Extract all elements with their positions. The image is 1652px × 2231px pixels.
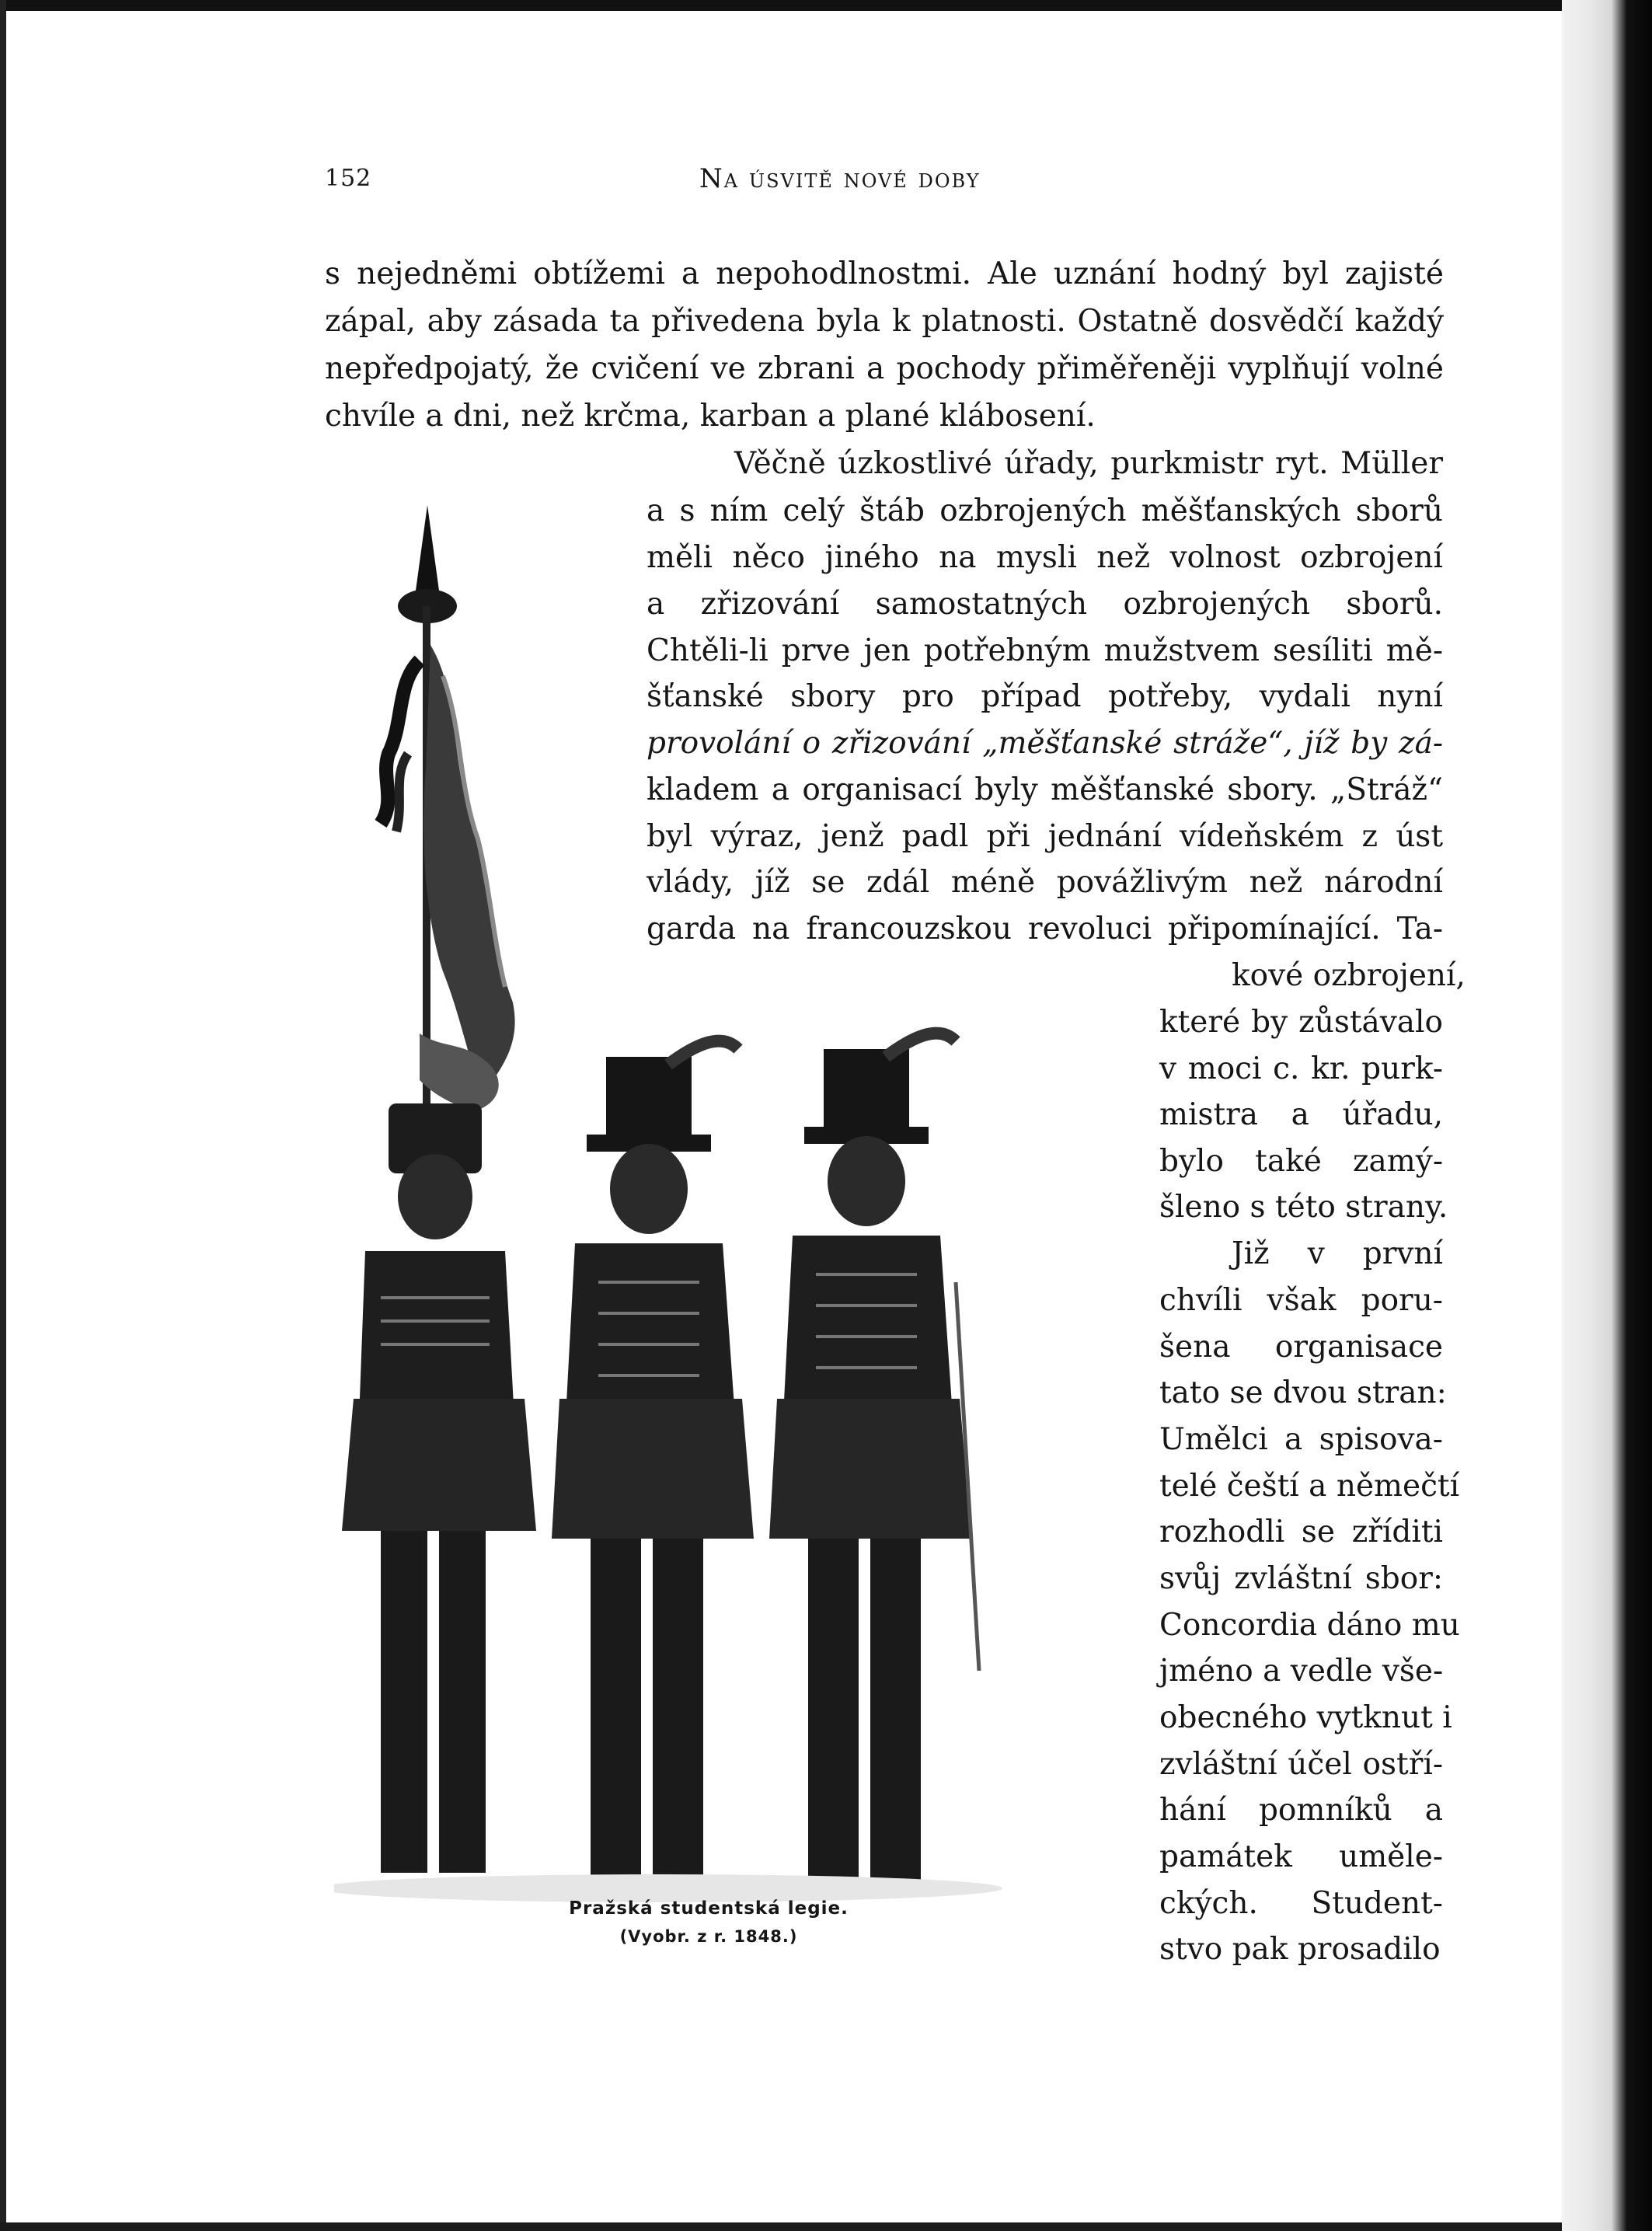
text-line: ckých. Student- <box>1159 1886 1443 1921</box>
text-line: obecného vytknut i <box>1159 1700 1452 1735</box>
figure-caption-source: (Vyobr. z r. 1848.) <box>619 1927 798 1946</box>
soldier-right <box>769 1034 979 1881</box>
text-line: a s ním celý štáb ozbrojených měšťanských sborů <box>647 493 1443 528</box>
text-line: Umělci a spisova- <box>1159 1422 1443 1457</box>
running-title: Na úsvitě nové doby <box>699 163 981 194</box>
text-line: Již v první <box>1232 1236 1443 1271</box>
text-line: vlády, jíž se zdál méně povážlivým než národní <box>647 865 1443 900</box>
text-line: hání pomníků a <box>1159 1793 1443 1828</box>
text-line: a zřizování samostatných ozbrojených sborů. <box>647 587 1443 622</box>
figure-caption-title: Pražská studentská legie. <box>569 1898 849 1919</box>
text-line: kladem a organisací byly měšťanské sbory. „Stráž“ <box>647 772 1443 807</box>
text-line: s nejedněmi obtížemi a nepohodlnostmi. Ale uznání hodný byl zajisté <box>325 256 1444 291</box>
scan-border-bottom <box>0 2222 1652 2231</box>
text-line: stvo pak prosadilo <box>1159 1932 1441 1967</box>
scan-border-left <box>0 0 6 2231</box>
text-line: tato se dvou stran: <box>1159 1375 1447 1410</box>
book-spine-shadow <box>1562 0 1652 2231</box>
text-line: jméno a vedle vše- <box>1159 1654 1444 1689</box>
scan-border-top <box>0 0 1652 11</box>
text-line: šleno s této strany. <box>1159 1190 1448 1225</box>
text-line: zvláštní účel ostří- <box>1159 1747 1443 1782</box>
page-number: 152 <box>325 165 372 192</box>
text-line: Concordia dáno mu <box>1159 1608 1460 1643</box>
text-line: v moci c. kr. purk- <box>1159 1051 1443 1086</box>
text-line: provolání o zřizování „měšťanské stráže“, jíž by zá- <box>647 726 1443 761</box>
text-line: byl výraz, jenž padl při jednání vídeňském z úst <box>647 819 1443 854</box>
text-line: chvíli však poru- <box>1159 1283 1443 1318</box>
text-line: garda na francouzskou revoluci připomínající. Ta- <box>647 912 1443 946</box>
text-line: nepředpojatý, že cvičení ve zbrani a pochody přiměřeněji vyplňují volné <box>325 351 1444 386</box>
flag-cloth <box>423 645 514 1096</box>
text-line: šena organisace <box>1159 1330 1443 1365</box>
text-line: bylo také zamý- <box>1159 1144 1443 1179</box>
text-line: chvíle a dni, než krčma, karban a plané klábosení. <box>325 399 1096 434</box>
text-line: šťanské sbory pro případ potřeby, vydali nyní <box>647 679 1443 714</box>
student-legion-illustration <box>334 505 1049 1904</box>
text-line: Věčně úzkostlivé úřady, purkmistr ryt. Müller <box>734 446 1443 481</box>
text-line: měli něco jiného na mysli než volnost ozbrojení <box>647 540 1443 575</box>
text-line: rozhodli se zříditi <box>1159 1515 1443 1549</box>
flag-spear-tip <box>416 505 439 591</box>
text-line: kové ozbrojení, <box>1232 958 1466 993</box>
text-line: které by zůstávalo <box>1159 1005 1443 1040</box>
soldier-middle <box>552 1041 754 1881</box>
text-line: svůj zvláštní sbor: <box>1159 1561 1443 1596</box>
soldier-flag-bearer <box>342 1103 536 1873</box>
text-line: mistra a úřadu, <box>1159 1097 1443 1132</box>
text-line: Chtěli-li prve jen potřebným mužstvem sesíliti mě- <box>647 633 1443 668</box>
text-line: zápal, aby zásada ta přivedena byla k platnosti. Ostatně dosvědčí každý <box>325 304 1444 339</box>
text-line: telé čeští a němečtí <box>1159 1469 1460 1504</box>
text-line: památek uměle- <box>1159 1839 1443 1874</box>
